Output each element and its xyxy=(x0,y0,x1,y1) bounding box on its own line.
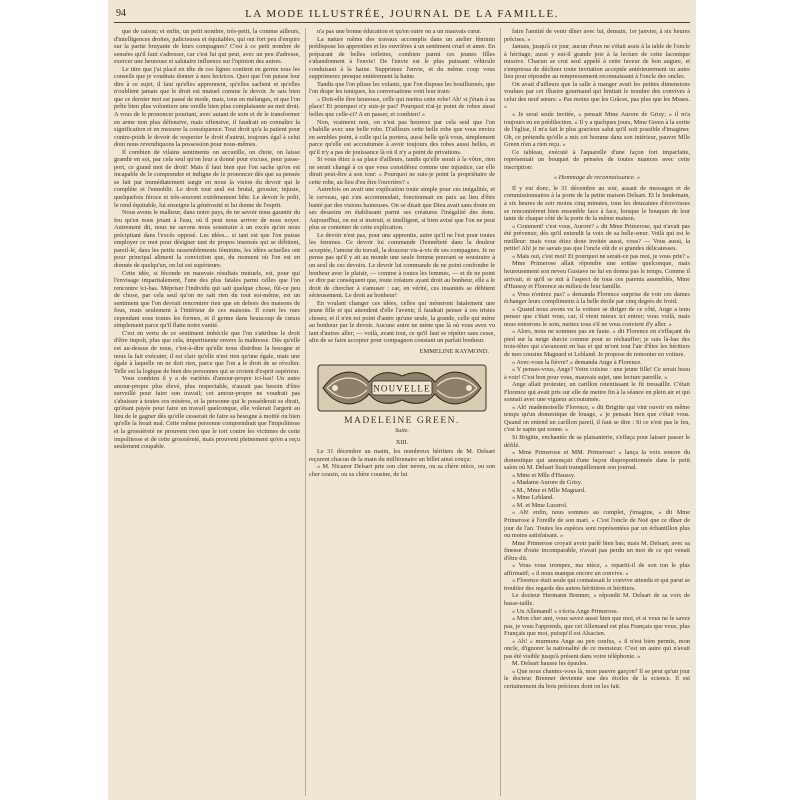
paragraph: Le docteur Hermann Brenner, » répondit M. Delsart de sa voix de basse-taille. xyxy=(504,592,690,608)
paragraph: « Y penses-vous, Ange? Votre cuisine : une jeune fille! Ce serait beau à voir! C'est bon pour vous, mauvais sujet, une lecture pareille. » xyxy=(504,366,690,381)
ornament-label: NOUVELLE xyxy=(373,383,431,394)
column-3 xyxy=(504,28,690,796)
paragraph: « Avec-vous la fièvre? » demanda Ange à Florence. xyxy=(512,358,642,366)
story-chapter: XIII. xyxy=(395,438,409,446)
newspaper-page xyxy=(108,0,696,800)
paragraph: « Quand nous avons vu la voiture se diriger de ce côté, Ange a tenu penser que c'était vous, car, il vient mieux ici entrer; vous voilà, mais nous entrerons le soin, mettez tous s'il ne vous convient d'y aller. » xyxy=(504,305,690,328)
paragraph: En voulant changer ces idées, celles qui mèneront fatalement une jeune fille et qui attendent d'elle l'avenir, il faudrait penser à ces tristes choses; et il n'en est point d'autre qu'une seule, la grande, celle qui mène au bonheur par le devoir. Aucune autre ne mène que là où vous avez vu tant d'autres aller; — voilà, avant tout, ce qu'il faut se répéter sans cesse, afin de se faire accepter pour compagnon constant un parfait bonheur. xyxy=(309,299,495,345)
paragraph: « Ah! » murmura Ange au pen confus, « il n'est bien permis, mon oncle, d'ignorer la nationalité de ce monsieur. C'est un autre qui n'avait pas été visible jusqu'à présent dans votre téléphonie. » xyxy=(504,637,690,660)
paragraph: « Alors, nous ne sommes pas en faute. » dit Florence en s'effaçant du pied sur la neige durcie comme pour se réchauffer; je suis là-bas des trois-têtes qui s'avancent en bas et qui m'ont tout l'air d'être les héritiers de mes cousins Magnard et Lebland. Je propose de remonter en voiture. xyxy=(504,328,690,358)
paragraph: Jamais, jusqu'à ce jour, aucun d'eux ne s'était assis à la table de l'oncle à héritage; aussi y eut-il grande joie à la lecture de cette laconique missive. Chacun se crut seul appelé à cette faveur de bon augure, et s'empressa de décliner toute invitation acceptée antérieurement ou autre lieu pour répondre au rempressement reconnaissant à l'oncle des oncles. xyxy=(504,43,690,81)
paragraph: Mme Primerose croyait avoir parlé bien bas; mais M. Delsart, avec sa finesse d'ouïe incomparable, n'avait pas perdu un mot de ce qui venait d'être dit. xyxy=(504,539,690,562)
paragraph: Si Brigitte, enchantée de sa plaisanterie, s'effaça pour laisser passer le défilé. xyxy=(504,433,690,449)
paragraph: « Doit-elle être heureuse, celle qui mettra cette robe! Ah! si j'étais à sa place! Et pourquoi n'y suis-je pas? Pourquoi n'ai-je point de robes aussi belles que celle-ci? A en passer, et combien! » xyxy=(309,95,495,119)
page-number: 94 xyxy=(116,8,126,19)
paragraph: « Que nous chantez-vous là, mon pauvre garçon? Il se peut qu'un jour le docteur Brenner devienne une des étoiles de la science. Il est certainement du bois précieux dont on les fait. xyxy=(504,667,690,691)
paragraph: « M., Mme et Mlle Magnard. xyxy=(512,486,586,494)
paragraph: C'est en vertu de ce sentiment imbécile que l'on s'attribue le droit d'être impoli, plus que cela, impertinente envers la maîtresse. Dès qu'elle est au-dessus de nous, c'est-à-dire qu'elle nous distribue la besogne et nous la fait exécuter, il est clair qu'elle n'est rien qu'une égale, mais une égale à laquelle on ne doit rien, parce que l'on a le droit de se révolter. Telle est la logique de bien des personnes qui se croient d'esprit supérieur. xyxy=(114,329,300,375)
section-heading: « Hommage de reconnaissance. » xyxy=(553,174,641,182)
paragraph: Il combien de vilains sentiments on accueille, on choie, on laisse grandir en soi, par cela seul qu'on leur a donné pour excuse, pour passe-port, ce grand mot de droit! Mais il faut bien que l'on sache qu'on est incapable de le comprendre et indigne de le prononcer dès que sa pensée se fait par immédiatement surgir en nous la vision du devoir qui le complète et l'ennoblit. Le droit tout seul est brutal, grossier, injuste, quelquefois féroce et très-souvent extrêmement bête. Le devoir le polit, le rend équitable, lui enseigne la générosité et lui donne de l'esprit. xyxy=(114,148,300,209)
paragraph: « Un Allemand! » s'écria Ange Primerose. xyxy=(512,607,619,615)
paragraph: Ange allait protester, un carillon retentissant le fit tressaillir. C'était Florence qui avait pris sur elle de mettre fin à la séance en plein air et qui sonnait avec une vigueur accoutumée. xyxy=(504,381,690,404)
paragraph: que de raison; et enfin, un petit nombre, très-petit, la comme ailleurs, d'intelligences droites, judicieuses et équitables, qui ont fort peu d'empire sur la partie bruyante de leurs compagnes? C'est à ce petit nombre de sensées qu'il faut s'adresser, car c'est lui qui peut, avec un peu d'adresse, exercer une heureuse et salutaire influence sur l'opinion des autres. xyxy=(114,28,300,66)
column-divider xyxy=(500,28,501,796)
story-title: MADELEINE GREEN. xyxy=(344,415,460,426)
paragraph: On avait d'ailleurs que la salle à manger avait les petites dimensions voulues par cet illustre gourmand qui limitait le nombre des convives à celui des neuf sœurs: « Pas moins que les Grâces, pas plus que les Muses. » xyxy=(504,80,690,111)
paragraph: Non, vraiment non, on n'est pas heureux par cela seul que l'on s'habille avec une belle robe. D'ailleurs cette belle robe que vous enviez en sembles point, à celle qui la portera, aussi belle qu'à vous, simplement parce qu'elle est accoutumée à avoir toujours des robes aussi belles, et qu'il n'y a pas de jouissance là où il n'y a point de privations. xyxy=(309,118,495,156)
journal-title: LA MODE ILLUSTRÉE, JOURNAL DE LA FAMILLE. xyxy=(245,8,559,20)
paragraph: « Mme Lebland. xyxy=(512,494,554,502)
paragraph: Le titre que j'ai placé en tête de ces lignes contient en germe tous les conseils que je voudrais donner à mes lectrices. Quoi que l'on puisse leur dire à ce sujet, il faut qu'elles apprennent, qu'elles sachent et qu'elles n'oublient jamais que le droit est mutuel comme le devoir. Je sais bien que ce dernier mot est passé de mode, mais, tous en mélanges, et que l'on prête bien plus volontiers une oreille bien plus complaisante au mot droit. A vous de le prononcer pourtant, avec autant de soin et de le transformer en arme non plus défensive, mais offensive, il faudrait en connaître la signification et en mesurer la conséquence. Tout droit qu'a la patient pour contre-poids le devoir de respecter le droit d'autrui, toujours égal à celui dont nous revendiquons la possession pour nous-mêmes. xyxy=(114,65,300,149)
column-2 xyxy=(309,28,495,796)
paragraph: « Comment! c'est vous, Aurore? » dit Mme Primerose, qui n'avait pas été prévenue, dès qu'il entendit la voix de sa belle-sœur. Voilà qui est le meilleur: mais vous étiez done invitée aussi, vous? — Vous aussi, la petite! Ah! je ne savais pas que l'oncle eût de si grandes délicatesses. xyxy=(504,222,690,253)
nouvelle-ornament xyxy=(317,364,487,412)
paragraph: « Je serai seule invitée, » pensait Mme Aurore de Grisy; « il m'a toujours eu en prédilection. » Il y a quelques jours, Mme Green à la sortie de l'église, il m'a fait le plus gracieux salut qu'il soit possible d'imaginer. Oh, ce prétendu qu'elle a mis cet homme dans son intérieur, pauvre Mlle Green n'en a rien reçu. » xyxy=(504,111,690,149)
paragraph: Nous avons le malheur, dans notre pays, de ne savoir nous garantir du feu qu'en nous jetant à l'eau, où il peut nous arriver de nous noyer. Autrement dit, nous ne savons nous soustraire à un excès qu'en nous précipitant dans l'excès opposé. Les idées... si tant est que l'on puisse employer ce mot pour désigner tant de propos insensés qui se débitent, pareil-lé, dans les petits rassemblements féminins, les idées actuelles ont pour principal aliment la conviction que, du moment où l'on est en donnée de quelqu'un, on lui est supérieure. xyxy=(114,209,300,269)
paragraph: n'a pas une bonne éducation et qu'en outre on a un mauvais cœur. xyxy=(317,28,482,35)
paragraph: Ce tableau, exécuté à l'aquarelle d'une façon fort imparfaite, représentait un bouquet de pensées de toutes nuances avec cette inscription: xyxy=(504,148,690,171)
paragraph: « Florence était seule qui connaissait le convive attendu et qui parut se troubler des regards des autres héritières et héritiers. xyxy=(504,577,690,592)
header-rule xyxy=(114,22,690,23)
paragraph: Si vous étiez à sa place d'ailleurs, tandis qu'elle serait à la vôtre, rien ne serait changé à ce que vous considérez comme une injustice, car elle dirait peut-être à son tour: « Pourquoi ne suis-je point la propriétaire de cette robe, au lieu d'en être l'ouvrière? » xyxy=(309,156,495,186)
paragraph: « Mais oui, c'est moi! Et pourquoi ne serait-ce pas moi, je vous prie? » xyxy=(512,252,690,260)
paragraph: « M. et Mme Lucerol. xyxy=(512,501,568,509)
paragraph: « Ah! mademoiselle Florence, » dit Brigitte qui vint ouvrir en même temps qu'un domestique de louage, « je pensais bien que c'était vous. Quand on entend un carillon pareil, il faut se dire : Si ce n'est pas le feu, c'est le sapin qui sonne. » xyxy=(504,403,690,434)
paragraph: « Vous n'entrez pas? » demanda Florence surprise de voir ces dames échanger leurs compliments à la belle étoile par cinq degrés de froid. xyxy=(504,290,690,306)
paragraph: « Mme et Mlle d'Haussy. xyxy=(512,471,576,479)
story-suite: Suite. xyxy=(395,427,409,435)
paragraph: Le devoir n'est pas, pour une apprentie, autre qu'il ne l'est pour toutes les femmes. Ce devoir lui commande l'honnêteté dans la douleur acceptée, l'amour du travail, la douceur vis-à-vis de ses compagnes. Je ne pense pas qu'il y ait au monde une seule femme pouvant se soustraire à un seul de ces devoirs. Le devoir lui commande de ne point confondre le bonheur avec le plaisir, — comme à toutes les femmes, — et de ne point se dire par conséquent que, toute créature ayant droit au bonheur, elle a le droit de chercher à s'amuser : car, en vérité, ces insanités se débitent sérieusement. Le droit au bonheur! xyxy=(309,231,495,300)
paragraph: Il y eut donc, le 31 décembre au soir, assaut de messages et de commissionnaires à la porte de la petite maison Delsart. Et le lendemain, à six heures de soir moins cinq minutes, tous les douzaines d'écrevisses se rencontrèrent bien ensemble face à face, lorsque le bouquet de leur tante de chaque côté de la porte de la même maison. xyxy=(504,184,690,223)
paragraph: Le 31 décembre au matin, les nombreux héritiers de M. Delsart reçurent chacun de la main du millionnaire un billet ainsi conçu: xyxy=(309,448,495,463)
page-header xyxy=(108,8,696,22)
author-signature: EMMELINE RAYMOND. xyxy=(419,347,489,355)
paragraph: Mme Primerose allait répondre une sottise quelconque, mais heureusement son neveu Gustave ne lui en donna pas le temps. Comme il arrivait, et qu'il se mit à l'aspect de tous ces parents assemblés, Mme d'Haussy et Florence au milieu de leur famille. xyxy=(504,260,690,291)
paragraph: La nature même des travaux accomplis dans un atelier féminin prédispose les apprenties et les ouvrières à un sentiment cruel et amer. En préparant de belles toilettes, combien parmi ces jeunes filles s'abandonnent à l'envie! De l'envie est le plus puissant véhicule conduisant à la haine. Supprimez l'envie, et du même coup vous supprimerez presque entièrement la haine. xyxy=(309,35,495,81)
paragraph: M. Delsart hausse les épaules. xyxy=(512,660,588,668)
paragraph: « Vous vous trompez, ma nièce, » repartit-il de son ton le plus affirmatif; « il nous manque encore un convive. » xyxy=(504,562,690,577)
paragraph: Autrefois on avait une explication toute simple pour ces inégalités, et le cerveau, qui s'en accommodait, fonctionnait en paix au lieu d'être hanté par des visions haineuses. On se disait que Dieu avait sans doute en ses desseins en établissant parmi ses créatures l'inégalité des dons. Aujourd'hui, on est si instruit, si intelligent, si bien avisé que l'on ne peut plus se contenter de cette explication. xyxy=(309,186,495,232)
paragraph: faire l'amitié de venir dîner avec lui, demain, 1er janvier, à six heures précises. » xyxy=(504,28,690,43)
paragraph: « M. Nicanor Delsart prie son cher neveu, ou sa chère nièce, ou son cher cousin, ou sa chère cousine, de lui xyxy=(309,463,495,478)
paragraph: « Mme Primerose et MM. Primerose! » lança la voix sonore du domestique qui annonçait d'une façon disproportionnée dans le petit salon où M. Delsart lisait tranquillement son journal. xyxy=(504,449,690,472)
paragraph: « Mon cher ami, vous savez aussi bien que moi, et si vous ne le savez pas, je vous l'apprends, que cet Allemand est plus Français que vous, plus Français que moi, puisqu'il est Alsacien. xyxy=(504,615,690,638)
paragraph: « Madame Aurore de Grisy. xyxy=(512,479,583,487)
paragraph: Vous combien il y a de variétés d'amour-propre ici-bas! Un autre amour-propre plus élevé, plus respectable, n'aurait pas besoin d'être surveillé pour faire son travail; cet amour-propre ne voudrait pas s'abaisser à toutes ces misères, et la personne qui le posséderait se dirait, qu'étant payée pour faire un travail quelconque, elle volerait l'argent au lieu de le gagner dès qu'elle cesserait de faire sa besogne à moitié ou bien qu'elle la ferait mal. Cette même personne comprendrait que l'impolitesse et la grossièreté ne prouvent rien que le tort contre les victimes de cette impolitesse et de cette grossièreté, mais prouvent pleinement qu'en a reçu seulement coupable. xyxy=(114,375,300,451)
column-1 xyxy=(114,28,300,796)
paragraph: « Ah! enfin, nous sommes au complet, j'imagine, » dit Mme Primerose à l'oreille de son mari. « C'est l'oncle de Noë que ce dîner de jour de l'an. Toutes les espèces sont représentées par un échantillon plus ou moins satisfaisant. » xyxy=(504,509,690,540)
paragraph: Tandis que l'on plisse les volants, que l'on dispose les bouillonnés, que l'on drape les tuniques, les conversations vont leur train: xyxy=(309,80,495,96)
column-divider xyxy=(305,28,306,796)
paragraph: Cette idée, si féconde en mauvais résultats mutuels, est, pour qui l'envisage impartialement, l'une des plus fatales parmi celles que l'on rencontre ici-bas. Mépriser l'individu qui sait quelque chose, fût-ce peu de chose, par cela seul qu'on ne sait rien du tout soi-même, est un sentiment que l'on devrait rencontrer rien que en dehors des maisons de fous, mais seulement à l'intérieur de ces maisons. Il court les rues cependant sous toutes les formes, et il germe dans beaucoup de cœurs simplement parce qu'il flatte notre vanité. xyxy=(114,269,300,330)
